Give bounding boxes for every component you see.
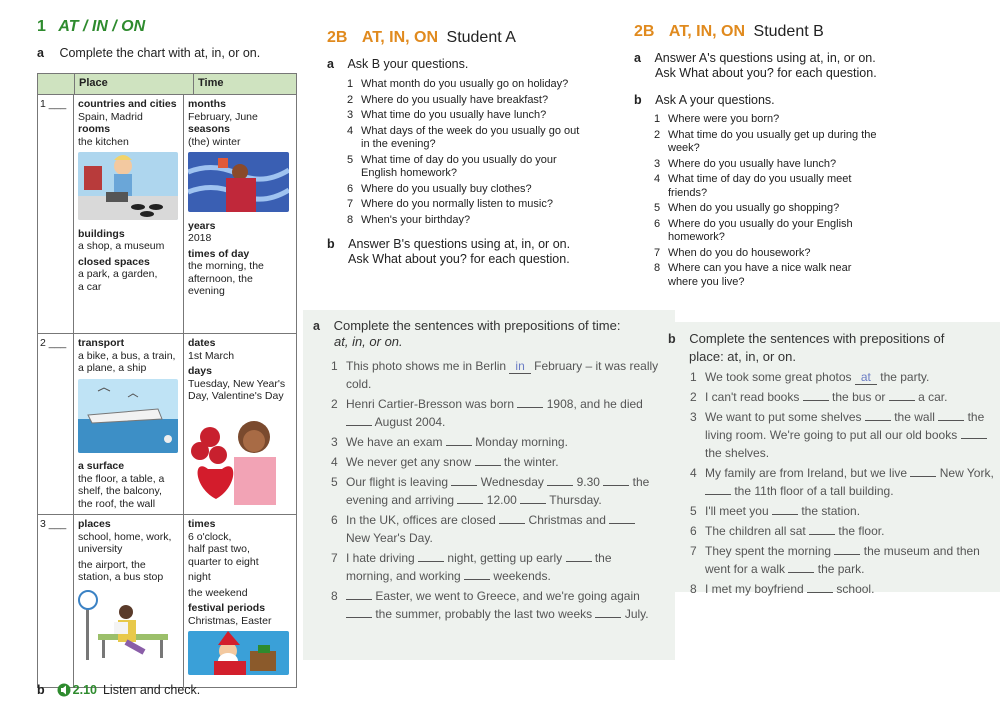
answer-blank[interactable] <box>865 408 891 421</box>
time-examples: afternoon, the <box>188 272 253 285</box>
valentine-illustration <box>188 407 289 505</box>
question-item <box>347 94 587 108</box>
place-examples: a bike, a bus, a train, <box>78 349 176 362</box>
time-category: days <box>188 365 212 377</box>
question-number: 6 <box>347 182 354 195</box>
student-label: Student B <box>753 23 824 40</box>
instruction-text: Ask B your questions. <box>347 57 469 71</box>
answer-blank[interactable] <box>346 413 372 426</box>
instruction-text: Answer B's questions using at, in, or on. <box>348 237 571 251</box>
time-examples: the morning, the <box>188 260 264 272</box>
instruction-text: Ask What about you? for each question. <box>655 66 877 80</box>
question-item <box>654 202 884 216</box>
sentence-text: Thursday. <box>549 493 602 507</box>
question-text: What month do you usually go on holiday? <box>361 78 569 90</box>
time-examples: Tuesday, New Year's <box>188 377 286 390</box>
sentence-text: The children all sat <box>705 524 806 538</box>
place-examples: shelf, the balcony, <box>78 485 162 497</box>
answer-blank[interactable] <box>346 587 372 600</box>
question-text: Where do you normally listen to music? <box>361 198 553 210</box>
winter-illustration <box>188 152 289 212</box>
sentence-text: I can't read books <box>705 390 800 404</box>
question-text: Where were you born? <box>668 113 780 125</box>
sentence-text: 9.30 <box>576 475 600 489</box>
sentence-text: the station. <box>801 504 861 518</box>
chart-instruction <box>37 46 260 60</box>
sentence-text: 12.00 <box>486 493 517 507</box>
sentence-text: the party. <box>880 370 930 384</box>
time-examples: 2018 <box>188 232 212 244</box>
chart-row <box>38 334 296 515</box>
sentence-text: Henri Cartier-Bresson was born <box>346 397 515 411</box>
question-number: 1 <box>654 113 661 125</box>
sentence-item: 6 In the UK, offices are closed Christmas and New Year's Day. <box>331 511 661 547</box>
sentence-text: the floor. <box>838 524 885 538</box>
sentence-item: 2 I can't read books the bus or a car. <box>690 390 948 404</box>
place-examples: a car <box>78 280 102 293</box>
sentence-text: New York, <box>939 466 994 480</box>
sentence-item: 2 Henri Cartier-Bresson was born 1908, and he died August 2004. <box>331 397 643 429</box>
question-item <box>347 109 587 123</box>
question-text: When do you usually go shopping? <box>668 202 840 214</box>
place-examples: the airport, the <box>78 558 146 571</box>
sentence-text: Christmas and <box>528 513 606 527</box>
answer-blank[interactable] <box>547 473 573 486</box>
exercise-label: b <box>634 93 642 107</box>
answer-blank[interactable] <box>788 560 814 573</box>
time-category: months <box>188 98 226 110</box>
place-category: a surface <box>78 460 125 472</box>
answer-blank[interactable] <box>772 502 798 515</box>
answer-blank[interactable] <box>834 542 860 555</box>
answer-blank[interactable] <box>595 605 621 618</box>
question-item <box>347 78 587 92</box>
place-examples: a plane, a ship <box>78 362 147 374</box>
question-number: 1 <box>347 78 354 90</box>
place-examples: the roof, the wall <box>78 497 156 510</box>
answer-blank[interactable] <box>938 408 964 421</box>
instruction-text: Complete the chart with at, in, or on. <box>59 46 261 60</box>
exercise-label: b <box>668 332 676 346</box>
place-examples: a shop, a museum <box>78 240 165 252</box>
christmas-illustration <box>188 631 289 675</box>
sentence-text: I hate driving <box>346 551 415 565</box>
place-cell <box>74 334 184 514</box>
time-category: dates <box>188 337 216 349</box>
question-item <box>347 154 587 181</box>
example-answer: in <box>509 359 530 374</box>
sentence-text: morning, and working <box>346 569 461 583</box>
place-category: rooms <box>78 123 111 135</box>
prepositions-chart <box>37 73 297 688</box>
sentence-text: again <box>610 589 640 603</box>
question-number: 5 <box>347 153 354 166</box>
question-item <box>654 158 884 172</box>
time-instruction <box>313 318 620 350</box>
question-text: What time of day do you usually meet friends? <box>668 173 852 199</box>
chart-row <box>38 95 296 334</box>
answer-blank[interactable] <box>520 491 546 504</box>
place-instruction <box>668 330 944 365</box>
unit-title: AT, IN, ON <box>668 23 746 40</box>
time-cell <box>184 515 296 687</box>
instruction-text: Ask What about you? for each question. <box>348 252 570 266</box>
sentence-text: the summer, probably the last two weeks <box>375 607 593 621</box>
instruction-text: Complete the sentences with prepositions of <box>689 331 945 346</box>
student-label: Student A <box>446 29 516 46</box>
place-cell <box>74 515 184 687</box>
question-item <box>654 113 884 127</box>
sentence-text: We want to put some shelves <box>705 410 862 424</box>
question-number: 5 <box>654 202 661 214</box>
time-cell <box>184 334 296 514</box>
sentence-text: Wednesday <box>480 475 544 489</box>
time-examples: 1st March <box>188 349 235 362</box>
answer-blank[interactable] <box>475 453 501 466</box>
sentence-text: August 2004. <box>374 415 446 429</box>
question-text: Where do you usually buy clothes? <box>361 182 532 195</box>
place-examples: station, a bus stop <box>78 571 164 583</box>
sentence-text: February – it was really cold. <box>346 359 659 391</box>
time-examples: evening <box>188 285 225 297</box>
sentence-text: the museum and then <box>863 544 980 558</box>
time-category: years <box>188 219 216 232</box>
place-category: countries and cities <box>78 98 177 110</box>
question-text: Where can you have a nice walk near where you live? <box>668 262 852 288</box>
student-a-instruction-a <box>327 57 468 71</box>
time-examples: quarter to eight <box>188 555 259 568</box>
instruction-text: at, in, or on. <box>334 334 403 349</box>
student-b-instruction-b <box>634 93 775 107</box>
question-number: 8 <box>347 213 354 226</box>
time-examples: night <box>188 571 211 583</box>
column-header-time: Time <box>198 77 224 89</box>
question-item <box>654 262 884 289</box>
instruction-text: place: at, in, or on. <box>689 349 796 364</box>
answer-blank[interactable] <box>499 511 525 524</box>
answer-blank[interactable] <box>609 511 635 524</box>
sentence-text: Monday morning. <box>475 435 568 449</box>
time-examples: (the) winter <box>188 135 241 148</box>
sentence-text: a car. <box>918 390 948 404</box>
time-examples: Christmas, Easter <box>188 614 272 627</box>
time-category: times of day <box>188 247 250 260</box>
answer-blank[interactable] <box>418 549 444 562</box>
column-header-place: Place <box>75 74 194 94</box>
answer-blank[interactable] <box>566 549 592 562</box>
sentence-text: 1908, and he died <box>546 397 643 411</box>
sentence-text: We have an exam <box>346 435 443 449</box>
time-examples: Day, Valentine's Day <box>188 390 284 402</box>
question-item <box>347 214 587 228</box>
question-item <box>654 218 884 245</box>
sentence-text: went for a walk <box>705 562 786 576</box>
answer-blank[interactable] <box>807 580 833 593</box>
answer-blank[interactable]: 1 ___ <box>38 95 74 333</box>
question-text: What days of the week do you usually go out in the evening? <box>361 124 580 150</box>
time-examples: 6 o'clock, <box>188 530 232 543</box>
sentence-item: 4 My family are from Ireland, but we live New York, the 11th floor of a tall building. <box>690 466 994 498</box>
sentence-text: living room. We're going to put all our old books <box>705 428 958 442</box>
place-category: closed spaces <box>78 255 150 268</box>
question-text: When do you do housework? <box>668 246 811 259</box>
question-number: 4 <box>347 124 354 137</box>
sentence-text: July. <box>624 607 649 621</box>
time-examples: February, June <box>188 110 258 123</box>
sentence-item: 7 I hate driving night, getting up early the morning, and working weekends. <box>331 551 612 583</box>
time-category: times <box>188 518 216 530</box>
answer-blank[interactable] <box>961 426 987 439</box>
sentence-item: 5 I'll meet you the station. <box>690 504 861 518</box>
answer-blank[interactable] <box>910 464 936 477</box>
sentence-item: 4 We never get any snow the winter. <box>331 455 559 469</box>
student-a-instruction-b <box>327 237 570 267</box>
answer-blank[interactable] <box>446 433 472 446</box>
sentence-text: school. <box>836 582 875 596</box>
place-prepositions-panel <box>662 322 1000 596</box>
answer-blank[interactable]: 2 ___ <box>38 334 74 514</box>
sentence-text: the park. <box>817 562 865 576</box>
student-b-title <box>634 23 824 41</box>
sentence-item: 6 The children all sat the floor. <box>690 524 885 538</box>
question-text: What time do you usually get up during the week? <box>668 128 877 154</box>
exercise-label: a <box>37 46 44 60</box>
question-text: Where do you usually do your English homework? <box>668 217 853 243</box>
exercise-label: b <box>37 683 45 697</box>
time-category: seasons <box>188 123 231 135</box>
instruction-text: Complete the sentences with prepositions of time: <box>333 318 621 333</box>
sentence-text: Easter, we went to Greece, and we're going <box>375 589 608 603</box>
student-a-title <box>327 29 516 47</box>
answer-blank[interactable] <box>451 473 477 486</box>
place-category: places <box>78 518 111 530</box>
question-number: 7 <box>347 198 354 210</box>
bus-stop-illustration <box>78 588 178 660</box>
answer-blank[interactable] <box>809 522 835 535</box>
student-a-questions <box>347 78 587 229</box>
time-cell <box>184 95 296 333</box>
sentence-item: 5 Our flight is leaving Wednesday 9.30 the evening and arriving 12.00 Thursday. <box>331 475 650 507</box>
sentence-text: New Year's Day. <box>346 531 433 545</box>
question-number: 8 <box>654 262 661 274</box>
student-b-instruction-a <box>634 51 877 81</box>
sentence-text: I'll meet you <box>705 504 769 518</box>
sentence-text: the bus or <box>832 390 886 404</box>
question-item <box>654 173 884 200</box>
answer-blank[interactable]: 3 ___ <box>38 515 74 687</box>
unit-code: 2B <box>634 23 655 40</box>
question-item <box>347 198 587 212</box>
sentence-item: 1 We took some great photos at the party. <box>690 370 930 384</box>
sentence-text: the shelves. <box>705 446 770 460</box>
place-examples: the floor, a table, a <box>78 472 165 485</box>
question-number: 2 <box>347 93 354 106</box>
sentence-text: Our flight is leaving <box>346 475 449 489</box>
place-category: buildings <box>78 227 125 240</box>
question-text: What time do you usually have lunch? <box>361 109 547 121</box>
sentence-item: 1 This photo shows me in Berlin in February – it was really cold. <box>331 359 659 391</box>
place-examples: school, home, work, <box>78 530 172 543</box>
sentence-text: the 11th floor of a tall building. <box>734 484 894 498</box>
audio-play-icon[interactable] <box>57 683 71 697</box>
question-item <box>347 183 587 197</box>
sentence-text: night, getting up early <box>447 551 563 565</box>
question-item <box>654 247 884 261</box>
question-item <box>347 125 587 152</box>
sentence-item: 3 We want to put some shelves the wall the living room. We're going to put all our old books the shelves. <box>690 408 996 462</box>
place-cell <box>74 95 184 333</box>
unit-code: 2B <box>327 29 348 46</box>
chart-row <box>38 515 296 687</box>
time-examples: half past two, <box>188 543 250 555</box>
exercise-label: a <box>313 319 320 333</box>
time-sentences <box>331 357 661 625</box>
sentence-text: the evening and arriving <box>346 475 650 507</box>
sentence-item: 8 Easter, we went to Greece, and we're going again the summer, probably the last two weeks July. <box>331 589 649 621</box>
exercise-label: a <box>327 57 334 71</box>
ferry-illustration <box>78 379 178 453</box>
instruction-text: Answer A's questions using at, in, or on. <box>654 51 876 65</box>
section-number: 1 <box>37 18 46 35</box>
answer-blank[interactable] <box>346 605 372 618</box>
question-text: Where do you usually have lunch? <box>668 157 837 170</box>
question-number: 3 <box>347 109 354 121</box>
sentence-item: 3 We have an exam Monday morning. <box>331 435 568 449</box>
question-number: 4 <box>654 173 661 185</box>
sentence-text: This photo shows me in Berlin <box>346 359 507 373</box>
sentence-text: We took some great photos <box>705 370 852 384</box>
sentence-text: I met my boyfriend <box>705 582 804 596</box>
question-text: What time of day do you usually do your English homework? <box>361 153 557 179</box>
question-text: When's your birthday? <box>361 213 471 226</box>
sentence-text: We never get any snow <box>346 455 472 469</box>
question-text: Where do you usually have breakfast? <box>361 93 549 106</box>
instruction-text: Listen and check. <box>102 683 201 697</box>
answer-blank[interactable] <box>889 388 915 401</box>
audio-track-number: 2.10 <box>72 683 97 697</box>
unit-title: AT, IN, ON <box>361 29 439 46</box>
place-examples: university <box>78 543 123 555</box>
answer-blank[interactable] <box>603 473 629 486</box>
question-number: 6 <box>654 217 661 230</box>
answer-blank[interactable] <box>464 567 490 580</box>
time-examples: the weekend <box>188 586 248 599</box>
sentence-text: They spent the morning <box>705 544 832 558</box>
place-examples: a park, a garden, <box>78 268 158 280</box>
place-category: transport <box>78 337 125 349</box>
place-examples: Spain, Madrid <box>78 110 143 123</box>
place-sentences <box>690 368 996 600</box>
sentence-text: My family are from Ireland, but we live <box>705 466 908 480</box>
question-item <box>654 129 884 156</box>
question-number: 2 <box>654 128 661 141</box>
answer-blank[interactable] <box>457 491 483 504</box>
time-prepositions-panel <box>303 310 675 660</box>
kitchen-illustration <box>78 152 178 220</box>
exercise-label: a <box>634 51 641 65</box>
exercise-label: b <box>327 237 335 251</box>
section-heading: AT / IN / ON <box>58 18 146 35</box>
sentence-text: the winter. <box>503 455 559 469</box>
time-category: festival periods <box>188 602 266 614</box>
example-answer: at <box>855 370 877 385</box>
answer-blank[interactable] <box>517 395 543 408</box>
answer-blank[interactable] <box>803 388 829 401</box>
question-number: 3 <box>654 157 661 170</box>
sentence-text: the <box>594 551 612 565</box>
instruction-text: Ask A your questions. <box>655 93 775 107</box>
sentence-item: 7 They spent the morning the museum and then went for a walk the park. <box>690 544 980 576</box>
place-examples: the kitchen <box>78 135 129 148</box>
answer-blank[interactable] <box>705 482 731 495</box>
sentence-item: 8 I met my boyfriend school. <box>690 582 875 596</box>
student-b-questions <box>654 113 884 291</box>
chart-header <box>38 74 296 95</box>
sentence-text: weekends. <box>493 569 551 583</box>
question-number: 7 <box>654 246 661 259</box>
sentence-text: the <box>967 410 985 424</box>
sentence-text: In the UK, offices are closed <box>346 513 496 527</box>
sentence-text: the wall <box>894 410 935 424</box>
section-title <box>37 18 145 36</box>
listen-instruction <box>37 683 200 697</box>
